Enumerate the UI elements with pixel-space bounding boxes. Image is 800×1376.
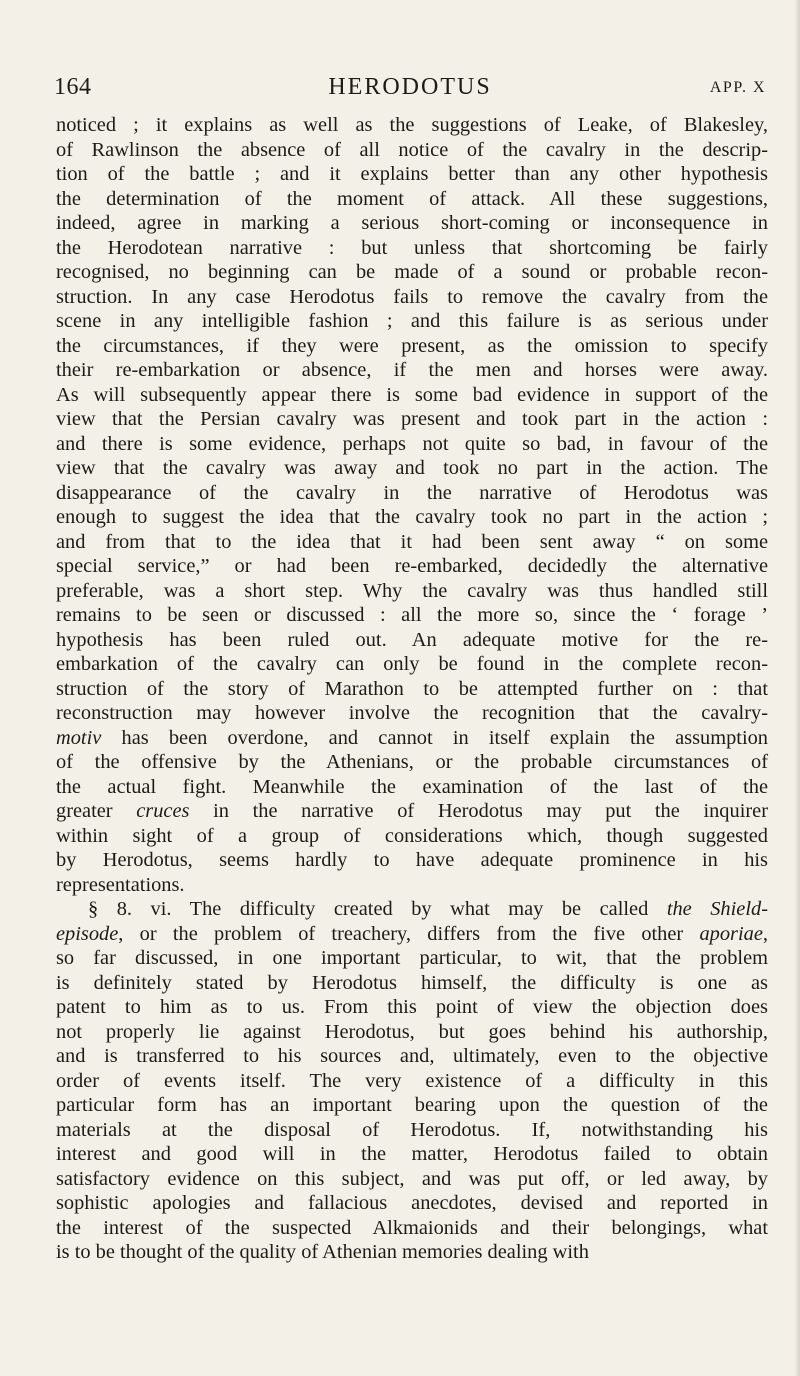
text-line <box>56 1069 768 1094</box>
body-text <box>56 113 768 1265</box>
text-run: the Herodotean narrative : but unless that shortcoming be fairly <box>56 236 768 259</box>
text-line <box>56 285 768 310</box>
text-line <box>56 383 768 408</box>
text-line <box>56 971 768 996</box>
running-title: HERODOTUS <box>328 74 492 100</box>
text-line <box>56 505 768 530</box>
text-line <box>56 554 768 579</box>
text-line <box>56 922 768 947</box>
text-run: particular form has an important bearing upon the question of the <box>56 1094 768 1116</box>
text-line <box>56 652 768 677</box>
text-line <box>56 897 768 922</box>
italic-text: cruces <box>136 800 190 822</box>
text-line <box>56 873 768 898</box>
text-line <box>56 750 768 775</box>
text-line <box>56 481 768 506</box>
text-run: the interest of the suspected Alkmaionids and their belongings, what <box>56 1216 768 1239</box>
text-run: patent to him as to us. From this point of view the objection does <box>56 996 768 1018</box>
text-run: indeed, agree in marking a serious short-coming or inconsequence in <box>56 212 768 234</box>
text-line <box>56 848 768 873</box>
italic-text: episode <box>56 922 119 945</box>
text-run: tion of the battle ; and it explains better than any other hypothesis <box>56 163 768 185</box>
text-run: not properly lie against Herodotus, but goes behind his authorship, <box>56 1020 768 1043</box>
text-run: , <box>762 922 768 945</box>
text-run: view that the cavalry was away and took no part in the action. The <box>56 457 768 479</box>
text-line <box>56 309 768 334</box>
text-run: representations. <box>56 873 185 896</box>
text-line <box>56 236 768 261</box>
text-run: interest and good will in the matter, Herodotus failed to obtain <box>56 1143 768 1165</box>
text-run: and from that to the idea that it had been sent away “ on some <box>56 530 768 553</box>
text-run: their re-embarkation or absence, if the men and horses were away. <box>56 359 768 381</box>
text-line <box>56 799 768 824</box>
text-line <box>56 138 768 163</box>
text-run: sophistic apologies and fallacious anecdotes, devised and reported in <box>56 1192 768 1214</box>
text-run: and there is some evidence, perhaps not quite so bad, in favour of the <box>56 432 768 455</box>
text-run: remains to be seen or discussed : all the more so, since the ‘ forage ’ <box>56 604 768 626</box>
appendix-mark: APP. X <box>709 79 766 96</box>
text-run: the determination of the moment of attack. All these suggestions, <box>56 187 768 210</box>
text-run: greater <box>56 800 137 822</box>
text-line <box>56 824 768 849</box>
text-run: order of events itself. The very existence of a difficulty in this <box>56 1069 768 1092</box>
text-line <box>56 701 768 726</box>
text-run: the actual fight. Meanwhile the examination of the last of the <box>56 775 768 798</box>
text-run: preferable, was a short step. Why the cavalry was thus handled still <box>56 579 768 602</box>
text-run: struction of the story of Marathon to be attempted further on : that <box>56 677 768 700</box>
text-run: so far discussed, in one important particular, to wit, that the problem <box>56 947 768 969</box>
text-line <box>56 530 768 555</box>
text-run: is definitely stated by Herodotus himself, the difficulty is one as <box>56 971 768 994</box>
text-line <box>56 407 768 432</box>
text-line <box>56 726 768 751</box>
text-run: noticed ; it explains as well as the suggestions of Leake, of Blakesley, <box>56 114 768 136</box>
text-run: view that the Persian cavalry was present and took part in the action : <box>56 408 768 430</box>
text-line <box>56 358 768 383</box>
running-head <box>54 62 766 102</box>
text-line <box>56 334 768 359</box>
text-run: is to be thought of the quality of Athenian memories dealing with <box>56 1241 589 1263</box>
text-run: hypothesis has been ruled out. An adequate motive for the re- <box>56 628 768 651</box>
text-line <box>56 603 768 628</box>
text-run: embarkation of the cavalry can only be found in the complete recon- <box>56 653 768 675</box>
text-run: enough to suggest the idea that the cavalry took no part in the action ; <box>56 506 768 528</box>
text-run: of Rawlinson the absence of all notice of the cavalry in the descrip- <box>56 138 768 161</box>
page-edge-shadow <box>794 0 800 1376</box>
text-run: special service,” or had been re-embarked, decidedly the alternative <box>56 555 768 577</box>
text-line <box>56 946 768 971</box>
page-number: 164 <box>54 74 92 100</box>
text-line <box>56 775 768 800</box>
text-run: scene in any intelligible fashion ; and this failure is as serious under <box>56 310 768 332</box>
text-line <box>56 995 768 1020</box>
text-run: the circumstances, if they were present, as the omission to specify <box>56 334 768 357</box>
text-run: and is transferred to his sources and, ultimately, even to the objective <box>56 1045 768 1067</box>
text-run: within sight of a group of considerations which, though suggested <box>56 824 768 847</box>
text-run: disappearance of the cavalry in the narrative of Herodotus was <box>56 481 768 504</box>
text-line <box>56 113 768 138</box>
text-run: As will subsequently appear there is some bad evidence in support of the <box>56 383 768 406</box>
text-line <box>56 456 768 481</box>
text-line <box>56 1216 768 1241</box>
text-line <box>56 1240 768 1265</box>
text-line <box>56 162 768 187</box>
text-run: struction. In any case Herodotus fails to remove the cavalry from the <box>56 285 768 308</box>
text-line <box>56 1044 768 1069</box>
text-line <box>56 432 768 457</box>
text-run: in the narrative of Herodotus may put the inquirer <box>189 800 768 822</box>
text-line <box>56 211 768 236</box>
text-run: satisfactory evidence on this subject, and was put off, or led away, by <box>56 1167 768 1190</box>
text-line <box>56 187 768 212</box>
text-line <box>56 1118 768 1143</box>
text-line <box>56 1020 768 1045</box>
text-line <box>56 1167 768 1192</box>
text-line <box>56 1093 768 1118</box>
text-run: reconstruction may however involve the recognition that the cavalry- <box>56 702 768 724</box>
text-line <box>56 628 768 653</box>
text-line <box>56 260 768 285</box>
text-run: recognised, no beginning can be made of a sound or probable recon- <box>56 261 768 283</box>
text-line <box>56 1191 768 1216</box>
text-line <box>56 677 768 702</box>
text-run: § 8. vi. The difficulty created by what may be called <box>88 898 667 920</box>
text-run: materials at the disposal of Herodotus. If, notwithstanding his <box>56 1118 768 1141</box>
italic-text: motiv <box>56 726 102 749</box>
text-run: by Herodotus, seems hardly to have adequate prominence in his <box>56 849 768 871</box>
text-run: has been overdone, and cannot in itself explain the assumption <box>101 726 768 749</box>
text-run: of the offensive by the Athenians, or the probable circumstances of <box>56 751 768 773</box>
italic-text: the Shield- <box>666 898 768 920</box>
text-line <box>56 1142 768 1167</box>
text-run: , or the problem of treachery, differs from the five other <box>118 922 700 945</box>
italic-text: aporiae <box>699 922 763 945</box>
text-line <box>56 579 768 604</box>
